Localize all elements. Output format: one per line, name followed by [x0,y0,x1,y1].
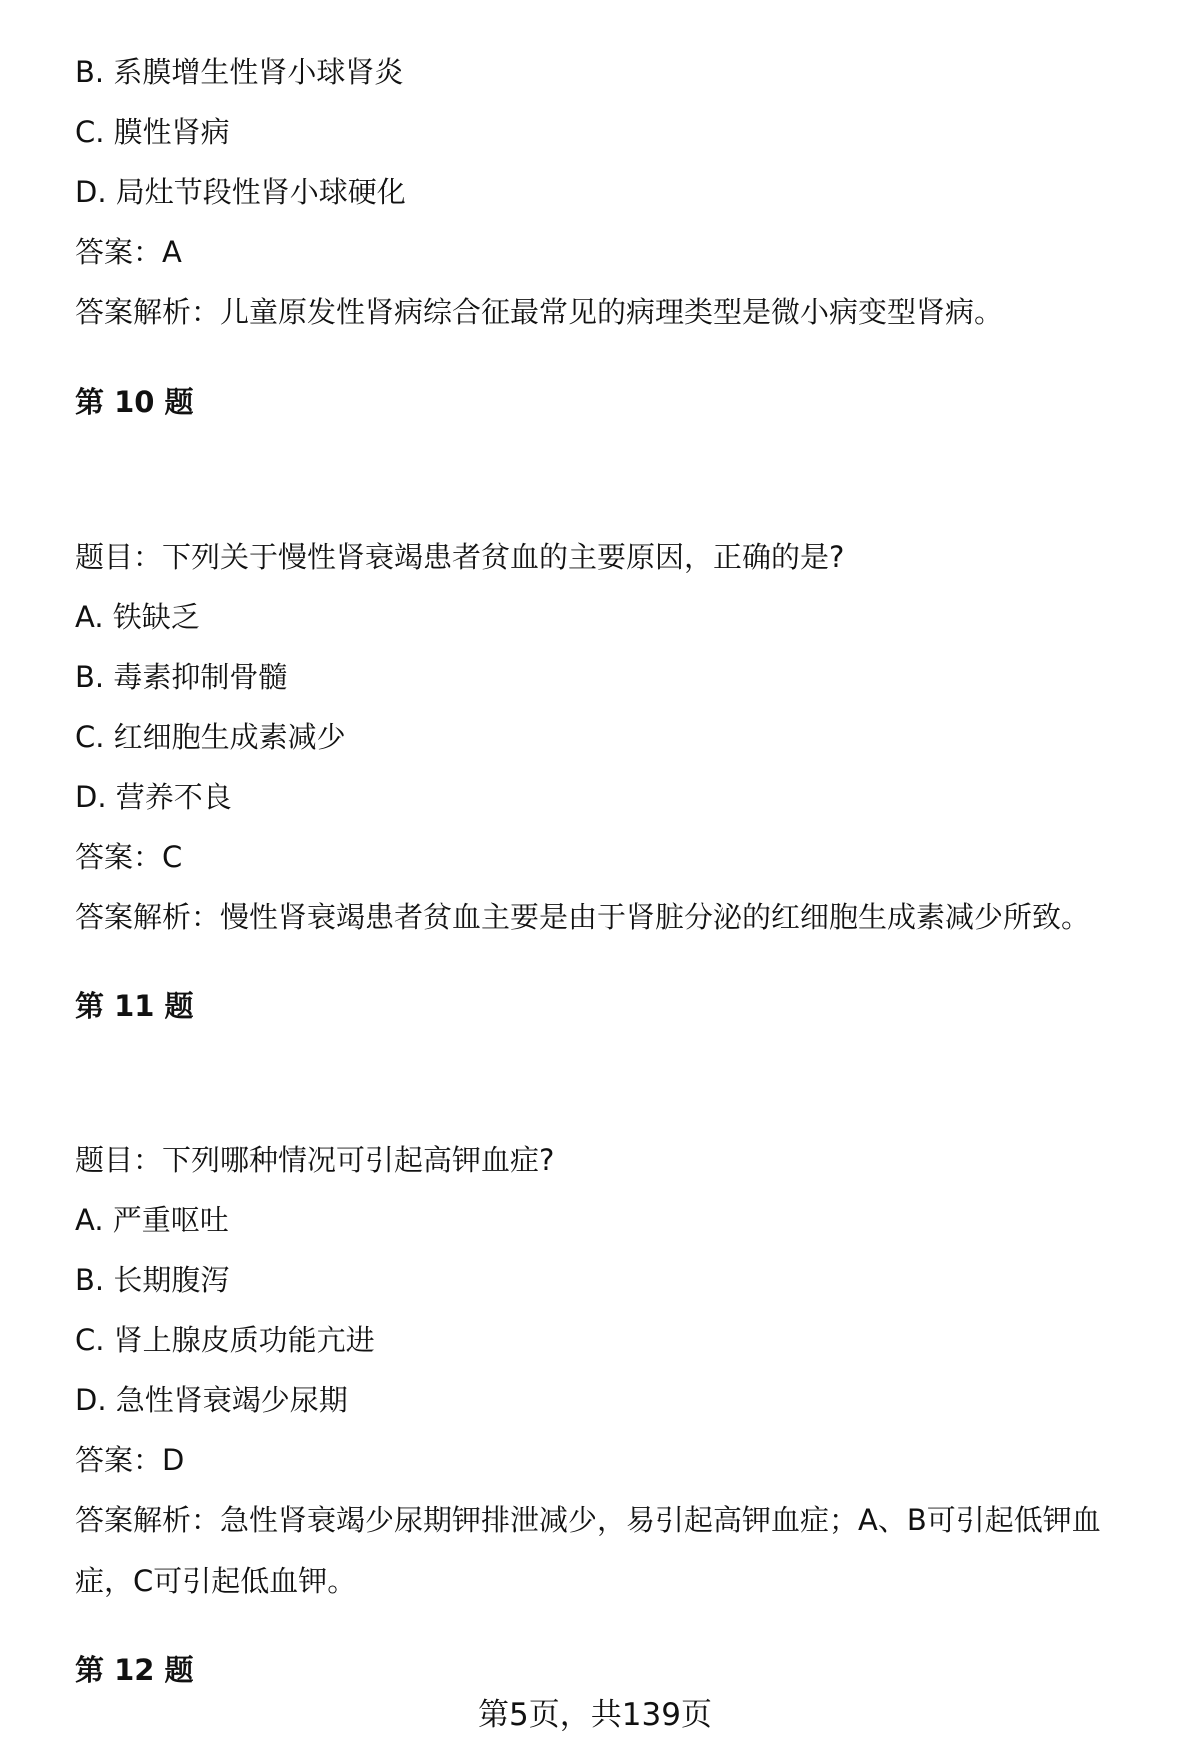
answer-explanation: 答案解析：慢性肾衰竭患者贫血主要是由于肾脏分泌的红细胞生成素减少所致。 [75,900,1091,934]
option-b: B. 毒素抑制骨髓 [75,660,288,694]
option-a: A. 严重呕吐 [75,1203,229,1237]
question-heading: 第 12 题 [75,1653,194,1687]
option-d: D. 营养不良 [75,780,232,814]
option-c: C. 膜性肾病 [75,115,230,149]
question-heading: 第 10 题 [75,385,194,419]
answer: 答案：D [75,1443,185,1477]
question-text: 题目：下列哪种情况可引起高钾血症? [75,1143,555,1177]
page-number-footer: 第5页，共139页 [478,1697,712,1733]
question-heading: 第 11 题 [75,989,194,1023]
answer-explanation: 答案解析：急性肾衰竭少尿期钾排泄减少，易引起高钾血症；A、B可引起低钾血症，C可引起低血钾。 [75,1503,1101,1598]
option-b: B. 长期腹泻 [75,1263,230,1297]
option-a: A. 铁缺乏 [75,600,200,634]
answer-explanation: 答案解析：儿童原发性肾病综合征最常见的病理类型是微小病变型肾病。 [75,295,1004,329]
option-b: B. 系膜增生性肾小球肾炎 [75,55,404,89]
option-d: D. 急性肾衰竭少尿期 [75,1383,348,1417]
answer: 答案：C [75,840,183,874]
option-c: C. 红细胞生成素减少 [75,720,346,754]
option-d: D. 局灶节段性肾小球硬化 [75,175,406,209]
answer: 答案：A [75,235,182,269]
option-c: C. 肾上腺皮质功能亢进 [75,1323,375,1357]
question-text: 题目：下列关于慢性肾衰竭患者贫血的主要原因，正确的是? [75,540,845,574]
